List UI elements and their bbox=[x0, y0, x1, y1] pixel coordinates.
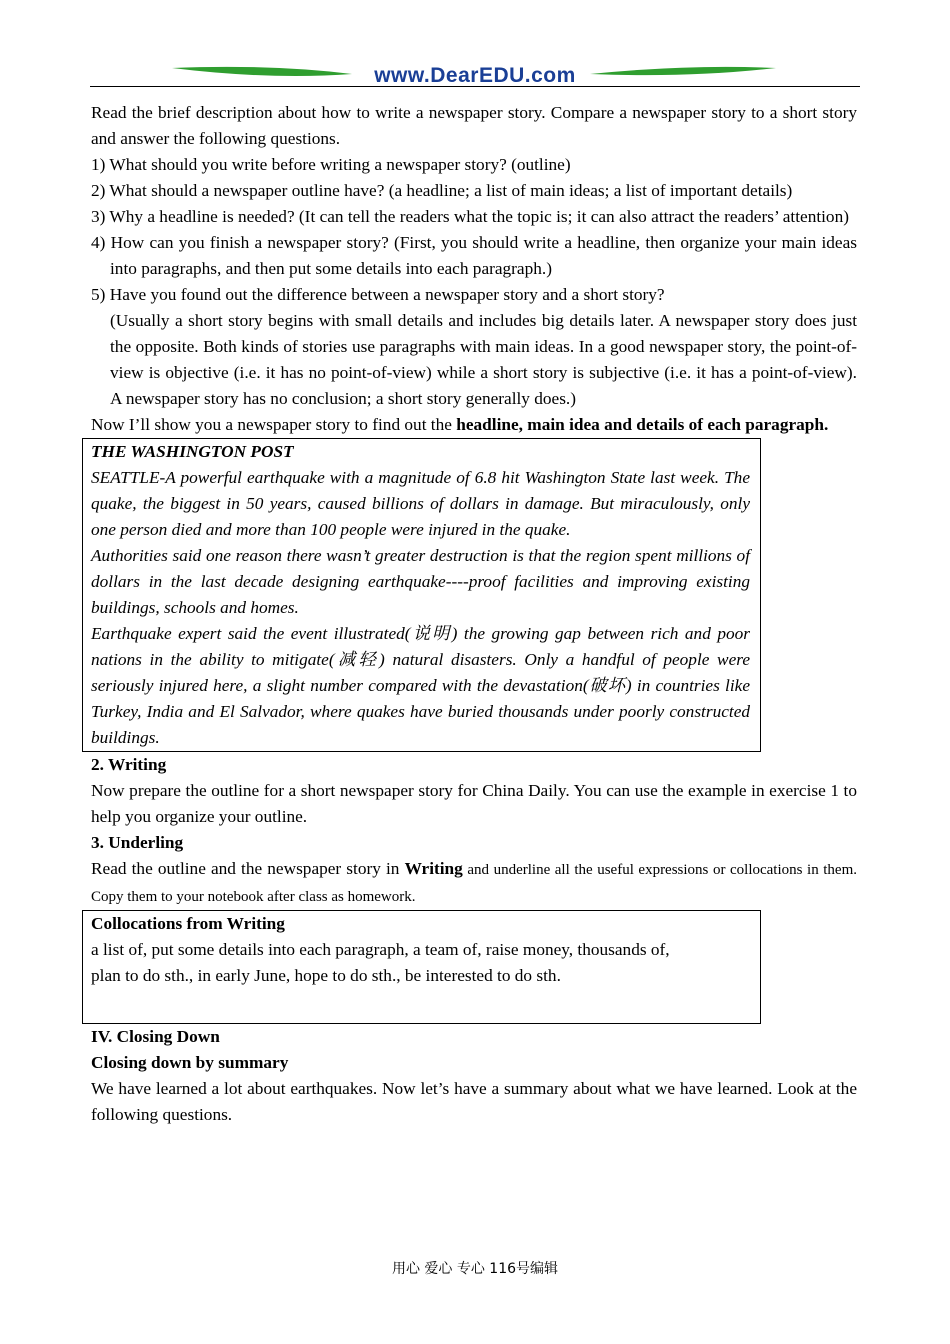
question-1: 1) What should you write before writing a newspaper story? (outline) bbox=[91, 155, 571, 174]
section-3-bold: Writing bbox=[404, 859, 463, 878]
collocations-line-1: a list of, put some details into each paragraph, a team of, raise money, thousands of, bbox=[91, 940, 670, 959]
section-3-heading-text: 3. Underling bbox=[91, 833, 184, 852]
section-4-subheading-text: Closing down by summary bbox=[91, 1053, 289, 1072]
section-4-heading bbox=[91, 1024, 857, 1050]
section-2-heading bbox=[91, 752, 857, 778]
show-story-line bbox=[91, 412, 857, 438]
collocations-box bbox=[82, 910, 761, 1024]
intro-paragraph: Read the brief description about how to write a newspaper story. Compare a newspaper story to a short story and answer the following questions. bbox=[91, 103, 857, 148]
section-4-text: We have learned a lot about earthquakes. Now let’s have a summary about what we have learned. Look at the following questions. bbox=[91, 1079, 857, 1124]
show-story-bold: headline, main idea and details of each paragraph. bbox=[456, 415, 829, 434]
newspaper-title: THE WASHINGTON POST bbox=[91, 442, 294, 461]
question-2: 2) What should a newspaper outline have? (a headline; a list of main ideas; a list of important details) bbox=[91, 181, 793, 200]
question-5-answer: (Usually a short story begins with small details and includes big details later. A newspaper story does just the opposite. Both kinds of stories use paragraphs with main ideas. In a good newspaper story, the point-of-view is objective (i.e. it has no point-of-view) while a short story is subjective (i.e. it has a point-of-view). A newspaper story has no conclusion; a short story generally does.) bbox=[110, 311, 857, 408]
section-3-suffix: and underline all the useful expressions or collocations in them. Copy them to your notebook after class as homework. bbox=[91, 862, 857, 905]
story-paragraph-3: Earthquake expert said the event illustrated(说明) the growing gap between rich and poor nations in the ability to mitigate(减轻) natural disasters. Only a handful of people were seriously injured here, a slight number compared with the devastation(破坏) in countries like Turkey, India and El Salvador, where quakes have buried thousands under poorly constructed buildings. bbox=[91, 624, 750, 747]
newspaper-story-box bbox=[82, 438, 761, 752]
section-3-prefix: Read the outline and the newspaper story in bbox=[91, 859, 405, 878]
question-4: 4) How can you finish a newspaper story? (First, you should write a headline, then organize your main ideas into paragraphs, and then put some details into each paragraph.) bbox=[91, 233, 857, 278]
section-2-text: Now prepare the outline for a short newspaper story for China Daily. You can use the example in exercise 1 to help you organize your outline. bbox=[91, 781, 857, 826]
story-paragraph-1: SEATTLE-A powerful earthquake with a magnitude of 6.8 hit Washington State last week. The quake, the biggest in 50 years, caused billions of dollars in damage. But miraculously, only one person died and more than 100 people were injured in the quake. bbox=[91, 468, 750, 539]
collocations-title bbox=[91, 911, 750, 937]
collocations-line-2: plan to do sth., in early June, hope to do sth., be interested to do sth. bbox=[91, 966, 561, 985]
document-body bbox=[91, 100, 857, 1128]
question-3: 3) Why a headline is needed? (It can tell the readers what the topic is; it can also attract the readers’ attention) bbox=[91, 207, 849, 226]
show-story-prefix: Now I’ll show you a newspaper story to find out the bbox=[91, 415, 457, 434]
section-3-text bbox=[91, 856, 857, 910]
site-logo-text[interactable]: www.DearEDU.com bbox=[374, 64, 576, 87]
collocations-title-text: Collocations from Writing bbox=[91, 914, 285, 933]
story-paragraph-2: Authorities said one reason there wasn’t greater destruction is that the region spent millions of dollars in the last decade designing earthquake----proof facilities and improving existing buildings, schools and homes. bbox=[91, 546, 750, 617]
section-4-subheading bbox=[91, 1050, 857, 1076]
question-5: 5) Have you found out the difference between a newspaper story and a short story? bbox=[91, 285, 665, 304]
page-footer: 用心 爱心 专心 116号编辑 bbox=[391, 1261, 559, 1277]
section-2-heading-text: 2. Writing bbox=[91, 755, 167, 774]
header-divider bbox=[90, 86, 860, 87]
section-3-heading bbox=[91, 830, 857, 856]
section-4-heading-text: IV. Closing Down bbox=[91, 1027, 220, 1046]
